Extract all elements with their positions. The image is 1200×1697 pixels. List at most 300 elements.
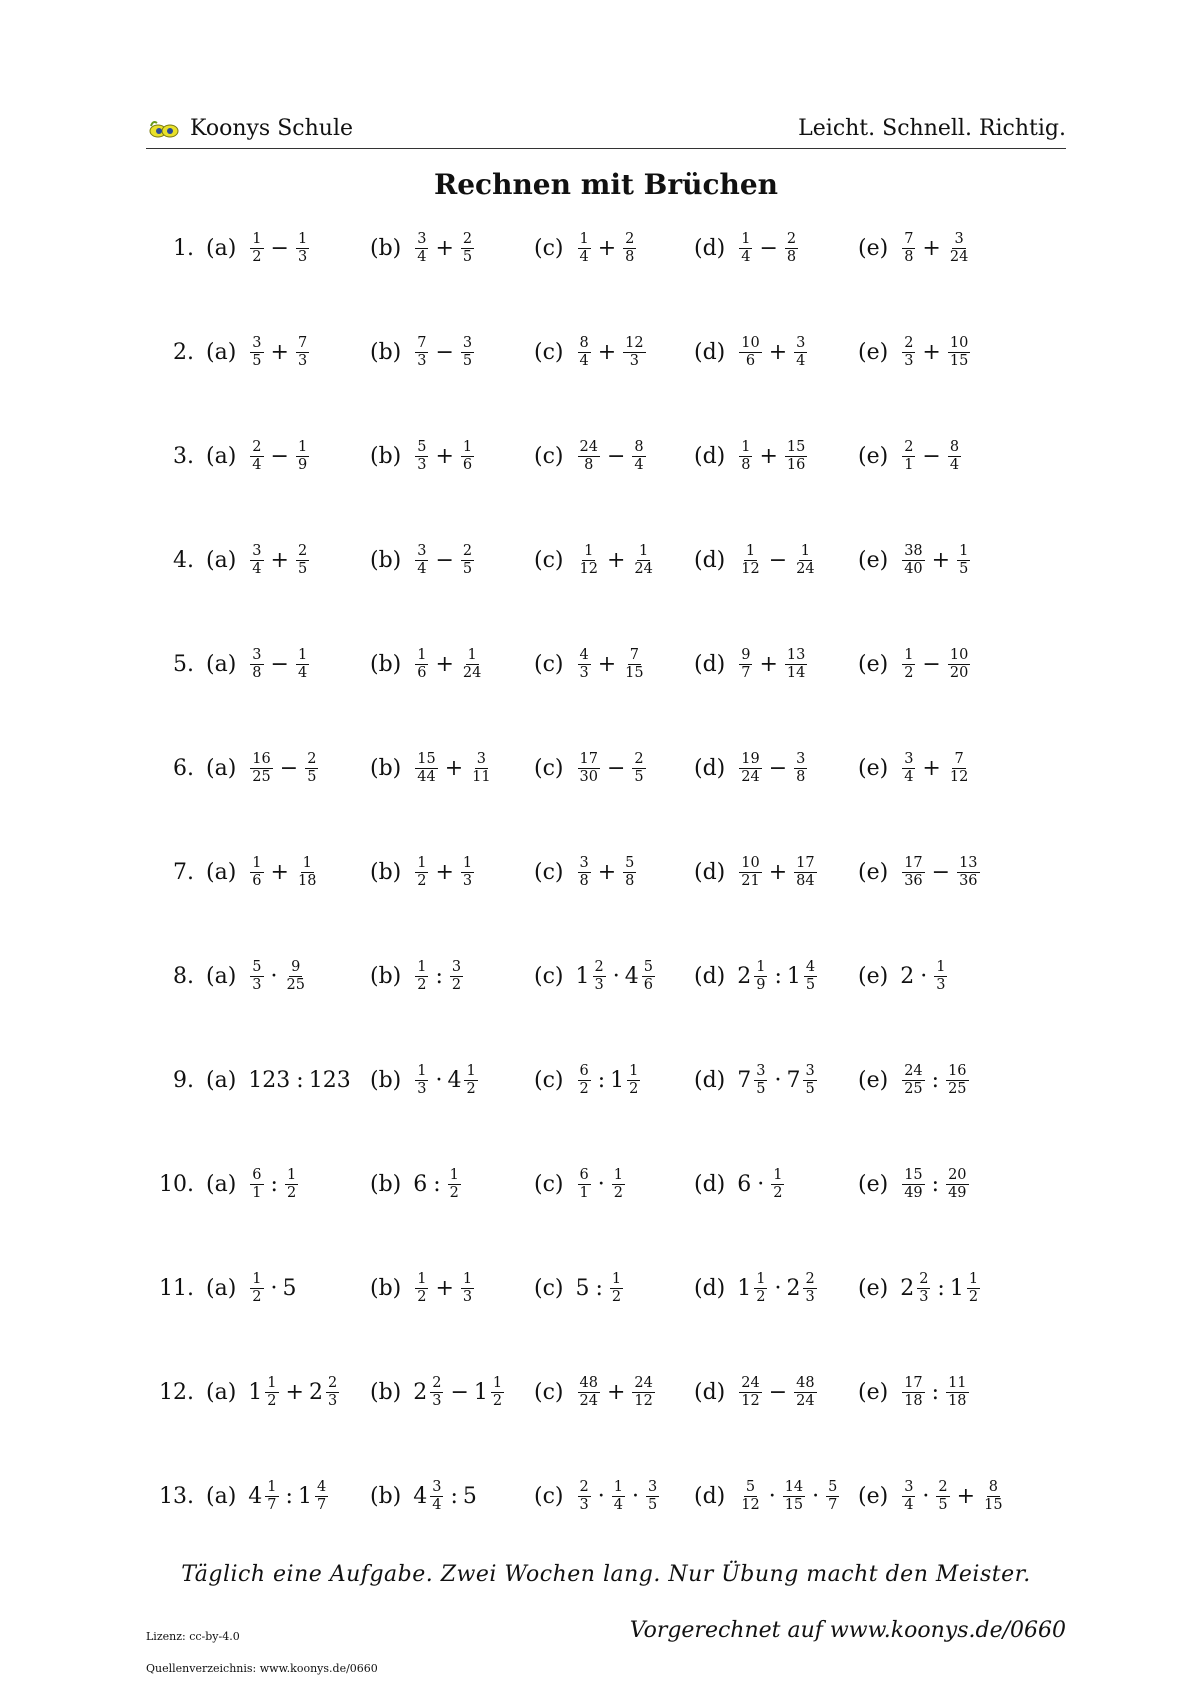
exercise-item (534, 220, 638, 276)
fraction: $\frac{11}{18}$ (948, 1374, 967, 1409)
fraction: $\frac{16}{25}$ (252, 750, 271, 785)
math-expression (737, 752, 809, 785)
fraction: $\frac{1}{2}$ (756, 1270, 766, 1305)
problem-number: 7. (173, 859, 194, 885)
fraction: $\frac{1}{12}$ (579, 542, 598, 577)
item-label: (c) (534, 1275, 564, 1301)
brand-name: Koonys Schule (190, 116, 354, 141)
math-expression (576, 960, 657, 993)
item-label: (e) (858, 235, 889, 261)
fraction: $\frac{3}{24}$ (949, 230, 969, 265)
math-expression (576, 1064, 643, 1097)
operator: · (774, 1275, 782, 1301)
fraction: $\frac{1}{9}$ (756, 958, 766, 993)
whole-number: 7 (737, 1067, 752, 1093)
operator: + (606, 1379, 626, 1405)
fraction: $\frac{3}{5}$ (756, 1062, 766, 1097)
exercise-item (206, 324, 311, 380)
item-label: (c) (534, 339, 564, 365)
fraction: $\frac{4}{3}$ (579, 646, 589, 681)
operator: + (606, 547, 626, 573)
item-label: (b) (370, 547, 402, 573)
math-expression (576, 1168, 627, 1201)
item-label: (e) (858, 963, 889, 989)
fraction: $\frac{1}{4}$ (741, 230, 751, 265)
fraction: $\frac{5}{7}$ (828, 1478, 838, 1513)
math-expression (413, 440, 476, 473)
operator: + (597, 859, 617, 885)
whole-number: 4 (624, 963, 639, 989)
math-expression (248, 1068, 351, 1093)
math-expression (248, 336, 311, 369)
fraction: $\frac{7}{3}$ (297, 334, 308, 369)
math-expression (248, 544, 311, 577)
operator: · (631, 1483, 639, 1509)
solution-link[interactable]: Vorgerechnet auf www.koonys.de/0660 (629, 1618, 1066, 1643)
sources-text: Quellenverzeichnis: www.koonys.de/0660 (146, 1662, 378, 1675)
item-label: (b) (370, 1275, 402, 1301)
fraction: $\frac{1}{2}$ (629, 1062, 639, 1097)
exercise-item (370, 428, 476, 484)
page-header (146, 112, 1066, 149)
item-label: (d) (694, 1171, 726, 1197)
item-label: (a) (206, 1171, 237, 1197)
math-expression (248, 1168, 300, 1201)
operator: + (597, 339, 617, 365)
item-label: (d) (694, 547, 726, 573)
item-label: (a) (206, 1379, 237, 1405)
whole-number: 6 (737, 1171, 752, 1197)
math-expression (413, 1272, 476, 1305)
fraction: $\frac{1}{2}$ (449, 1166, 459, 1201)
fraction: $\frac{12}{3}$ (625, 334, 644, 369)
fraction: $\frac{5}{3}$ (417, 438, 427, 473)
fraction: $\frac{1}{6}$ (417, 646, 427, 681)
operator: : (595, 1275, 603, 1301)
problem-row (146, 1052, 1066, 1108)
exercise-item (694, 324, 809, 380)
math-expression (737, 856, 818, 889)
math-expression (576, 648, 648, 681)
exercise-item (206, 636, 311, 692)
exercise-item (206, 948, 309, 1004)
exercise-item (534, 636, 648, 692)
fraction: $\frac{2}{5}$ (462, 542, 473, 577)
fraction: $\frac{1}{9}$ (297, 438, 308, 473)
math-expression (413, 960, 465, 993)
fraction: $\frac{1}{2}$ (466, 1062, 476, 1097)
math-expression (900, 752, 972, 785)
exercise-item (694, 1364, 819, 1420)
fraction: $\frac{1}{2}$ (904, 646, 914, 681)
operator: + (444, 755, 464, 781)
whole-number: 5 (462, 1483, 477, 1509)
fraction: $\frac{1}{3}$ (417, 1062, 427, 1097)
math-expression (900, 232, 972, 265)
fraction: $\frac{8}{15}$ (984, 1478, 1003, 1513)
item-label: (c) (534, 859, 564, 885)
fraction: $\frac{48}{24}$ (796, 1374, 815, 1409)
problem-number: 13. (159, 1483, 194, 1509)
operator: · (812, 1483, 820, 1509)
math-expression (576, 752, 648, 785)
fraction: $\frac{1}{2}$ (773, 1166, 783, 1201)
fraction: $\frac{1}{24}$ (634, 542, 653, 577)
whole-number: 2 (786, 1275, 801, 1301)
fraction: $\frac{1}{2}$ (286, 1166, 297, 1201)
exercise-item (858, 220, 972, 276)
math-expression (576, 440, 648, 473)
exercise-item (370, 1468, 478, 1524)
problem-row (146, 740, 1066, 796)
fraction: $\frac{8}{4}$ (949, 438, 960, 473)
math-expression (576, 856, 639, 889)
fraction: $\frac{1}{2}$ (968, 1270, 979, 1305)
fraction: $\frac{24}{12}$ (741, 1374, 760, 1409)
fraction: $\frac{1}{2}$ (492, 1374, 503, 1409)
fraction: $\frac{5}{3}$ (252, 958, 262, 993)
fraction: $\frac{3}{5}$ (647, 1478, 658, 1513)
math-expression (248, 1272, 297, 1305)
operator: + (435, 1275, 454, 1301)
math-expression (413, 232, 476, 265)
fraction: $\frac{8}{4}$ (579, 334, 589, 369)
fraction: $\frac{2}{3}$ (432, 1374, 442, 1409)
fraction: $\frac{9}{7}$ (741, 646, 751, 681)
math-expression (737, 1480, 841, 1513)
math-expression (248, 856, 320, 889)
fraction: $\frac{17}{18}$ (904, 1374, 923, 1409)
operator: : (774, 963, 782, 989)
item-label: (a) (206, 755, 237, 781)
exercise-item (206, 740, 320, 796)
fraction: $\frac{5}{6}$ (643, 958, 653, 993)
operator: · (597, 1483, 605, 1509)
operator: · (774, 1067, 782, 1093)
exercise-item (206, 1364, 341, 1420)
fraction: $\frac{1}{2}$ (252, 230, 262, 265)
operator: − (450, 1379, 469, 1405)
math-expression (248, 960, 309, 993)
item-label: (d) (694, 339, 726, 365)
fraction: $\frac{1}{2}$ (417, 1270, 427, 1305)
fraction: $\frac{1}{4}$ (579, 230, 589, 265)
item-label: (a) (206, 547, 237, 573)
fraction: $\frac{3}{4}$ (432, 1478, 442, 1513)
fraction: $\frac{17}{36}$ (904, 854, 923, 889)
operator: − (435, 547, 454, 573)
exercise-item (370, 1364, 506, 1420)
item-label: (b) (370, 1171, 402, 1197)
whole-number: 1 (737, 1275, 752, 1301)
fraction: $\frac{2}{8}$ (786, 230, 797, 265)
item-label: (b) (370, 651, 402, 677)
fraction: $\frac{8}{4}$ (634, 438, 644, 473)
fraction: $\frac{10}{15}$ (949, 334, 969, 369)
exercise-item (370, 1052, 480, 1108)
whole-number: 2 (308, 1379, 323, 1405)
item-label: (b) (370, 755, 402, 781)
fraction: $\frac{1}{4}$ (297, 646, 308, 681)
operator: + (270, 859, 289, 885)
operator: : (931, 1171, 940, 1197)
operator: + (956, 1483, 976, 1509)
math-expression (413, 544, 476, 577)
operator: + (270, 547, 289, 573)
exercise-item (694, 948, 819, 1004)
problem-number: 1. (173, 235, 194, 261)
operator: + (270, 339, 289, 365)
operator: − (922, 443, 941, 469)
whole-number: 5 (282, 1275, 297, 1301)
fraction: $\frac{3}{8}$ (579, 854, 589, 889)
whole-number: 123 (308, 1067, 351, 1093)
fraction: $\frac{3}{11}$ (472, 750, 491, 785)
fraction: $\frac{1}{6}$ (462, 438, 473, 473)
glasses-logo-icon (148, 118, 180, 144)
math-expression (413, 1168, 463, 1201)
math-expression (248, 752, 320, 785)
item-label: (b) (370, 235, 402, 261)
item-label: (e) (858, 1275, 889, 1301)
whole-number: 7 (786, 1067, 801, 1093)
whole-number: 4 (248, 1483, 263, 1509)
fraction: $\frac{15}{49}$ (904, 1166, 923, 1201)
fraction: $\frac{14}{15}$ (784, 1478, 804, 1513)
exercise-item (858, 1364, 971, 1420)
math-expression (413, 648, 485, 681)
fraction: $\frac{2}{5}$ (938, 1478, 948, 1513)
item-label: (e) (858, 1171, 889, 1197)
item-label: (c) (534, 963, 564, 989)
item-label: (e) (858, 651, 889, 677)
fraction: $\frac{2}{5}$ (462, 230, 473, 265)
fraction: $\frac{2}{3}$ (594, 958, 604, 993)
operator: + (759, 651, 778, 677)
license-text: Lizenz: cc-by-4.0 (146, 1630, 240, 1643)
item-label: (a) (206, 963, 237, 989)
fraction: $\frac{2}{1}$ (904, 438, 914, 473)
item-label: (d) (694, 963, 726, 989)
fraction: $\frac{2}{5}$ (634, 750, 644, 785)
exercise-item (370, 532, 476, 588)
operator: · (597, 1171, 605, 1197)
whole-number: 2 (413, 1379, 428, 1405)
problem-row (146, 1156, 1066, 1212)
math-expression (900, 440, 963, 473)
motto: Täglich eine Aufgabe. Zwei Wochen lang. Nur Übung macht den Meister. (181, 1562, 1031, 1587)
operator: − (768, 547, 788, 573)
exercise-item (206, 844, 320, 900)
item-label: (e) (858, 1379, 889, 1405)
operator: − (279, 755, 299, 781)
math-expression (900, 1376, 970, 1409)
operator: · (920, 963, 928, 989)
fraction: $\frac{38}{40}$ (904, 542, 923, 577)
item-label: (a) (206, 651, 237, 677)
item-label: (d) (694, 1483, 726, 1509)
fraction: $\frac{17}{30}$ (579, 750, 598, 785)
operator: − (270, 235, 289, 261)
item-label: (b) (370, 1483, 402, 1509)
whole-number: 1 (949, 1275, 964, 1301)
problem-number: 5. (173, 651, 194, 677)
item-label: (a) (206, 235, 237, 261)
fraction: $\frac{2}{8}$ (625, 230, 635, 265)
fraction: $\frac{6}{1}$ (252, 1166, 262, 1201)
math-expression (413, 856, 476, 889)
math-expression (900, 544, 972, 577)
fraction: $\frac{1}{2}$ (267, 1374, 277, 1409)
fraction: $\frac{1}{6}$ (252, 854, 262, 889)
exercise-item (858, 844, 982, 900)
fraction: $\frac{3}{4}$ (417, 230, 427, 265)
exercise-item (370, 636, 485, 692)
operator: + (435, 859, 454, 885)
operator: + (922, 339, 941, 365)
fraction: $\frac{3}{2}$ (451, 958, 462, 993)
exercise-item (370, 1260, 476, 1316)
fraction: $\frac{7}{12}$ (949, 750, 969, 785)
problem-row (146, 428, 1066, 484)
exercise-item (858, 324, 972, 380)
fraction: $\frac{19}{24}$ (741, 750, 760, 785)
fraction: $\frac{4}{5}$ (805, 958, 816, 993)
math-expression (900, 648, 972, 681)
problem-number: 2. (173, 339, 194, 365)
math-expression (248, 1376, 341, 1409)
exercise-item (370, 844, 476, 900)
exercise-item (206, 1052, 352, 1108)
item-label: (e) (858, 547, 889, 573)
math-expression (737, 1168, 786, 1201)
fraction: $\frac{1}{8}$ (741, 438, 751, 473)
exercise-item (370, 324, 476, 380)
item-label: (e) (858, 859, 889, 885)
operator: · (768, 1483, 776, 1509)
exercise-item (534, 1052, 642, 1108)
operator: · (757, 1171, 765, 1197)
exercise-item (858, 428, 963, 484)
operator: + (922, 755, 941, 781)
fraction: $\frac{24}{12}$ (634, 1374, 653, 1409)
exercise-item (694, 844, 819, 900)
math-expression (900, 1168, 970, 1201)
math-expression (248, 440, 311, 473)
operator: : (296, 1067, 304, 1093)
operator: : (931, 1379, 940, 1405)
operator: + (931, 547, 951, 573)
exercise-item (206, 532, 311, 588)
math-expression (576, 1272, 626, 1305)
fraction: $\frac{7}{3}$ (417, 334, 427, 369)
math-expression (737, 544, 818, 577)
whole-number: 1 (248, 1379, 263, 1405)
operator: : (433, 1171, 441, 1197)
fraction: $\frac{17}{84}$ (796, 854, 815, 889)
fraction: $\frac{3}{4}$ (796, 334, 806, 369)
math-expression (248, 232, 311, 265)
problem-number: 11. (159, 1275, 194, 1301)
exercise-item (694, 428, 809, 484)
math-expression (413, 1064, 479, 1097)
operator: · (270, 963, 278, 989)
problem-row (146, 324, 1066, 380)
problem-number: 4. (173, 547, 194, 573)
item-label: (c) (534, 755, 564, 781)
item-label: (e) (858, 1067, 889, 1093)
exercise-item (694, 220, 800, 276)
operator: + (597, 651, 617, 677)
exercise-item (858, 1260, 982, 1316)
item-label: (a) (206, 1483, 237, 1509)
whole-number: 4 (447, 1067, 462, 1093)
fraction: $\frac{1}{2}$ (417, 854, 427, 889)
exercise-item (534, 1468, 661, 1524)
operator: − (606, 443, 626, 469)
item-label: (d) (694, 1379, 726, 1405)
whole-number: 1 (610, 1067, 625, 1093)
problem-number: 3. (173, 443, 194, 469)
problem-row (146, 844, 1066, 900)
fraction: $\frac{3}{4}$ (417, 542, 427, 577)
item-label: (c) (534, 547, 564, 573)
item-label: (c) (534, 1483, 564, 1509)
math-expression (900, 1480, 1006, 1513)
fraction: $\frac{1}{2}$ (252, 1270, 262, 1305)
item-label: (e) (858, 443, 889, 469)
operator: + (435, 235, 454, 261)
fraction: $\frac{3}{4}$ (904, 1478, 914, 1513)
fraction: $\frac{1}{2}$ (613, 1166, 623, 1201)
fraction: $\frac{3}{8}$ (252, 646, 262, 681)
whole-number: 2 (900, 963, 915, 989)
fraction: $\frac{1}{2}$ (611, 1270, 622, 1305)
exercise-item (534, 532, 657, 588)
fraction: $\frac{2}{3}$ (327, 1374, 338, 1409)
math-expression (737, 440, 809, 473)
exercise-item (534, 1364, 657, 1420)
exercise-item (206, 1156, 300, 1212)
whole-number: 2 (737, 963, 752, 989)
fraction: $\frac{1}{24}$ (796, 542, 815, 577)
whole-number: 1 (473, 1379, 488, 1405)
math-expression (737, 232, 800, 265)
exercise-item (694, 1260, 819, 1316)
problem-number: 8. (173, 963, 194, 989)
operator: : (931, 1067, 940, 1093)
fraction: $\frac{2}{5}$ (307, 750, 317, 785)
operator: − (922, 651, 941, 677)
exercise-item (370, 1156, 463, 1212)
item-label: (c) (534, 1379, 564, 1405)
exercise-item (206, 1260, 298, 1316)
fraction: $\frac{3}{5}$ (252, 334, 262, 369)
fraction: $\frac{1}{3}$ (297, 230, 308, 265)
operator: : (435, 963, 443, 989)
exercise-item (534, 844, 638, 900)
fraction: $\frac{1}{5}$ (959, 542, 969, 577)
fraction: $\frac{4}{7}$ (316, 1478, 327, 1513)
item-label: (d) (694, 443, 726, 469)
item-label: (a) (206, 1067, 237, 1093)
math-expression (576, 1480, 662, 1513)
fraction: $\frac{24}{25}$ (904, 1062, 923, 1097)
item-label: (c) (534, 443, 564, 469)
math-expression (737, 336, 809, 369)
problem-row (146, 220, 1066, 276)
operator: + (768, 339, 788, 365)
